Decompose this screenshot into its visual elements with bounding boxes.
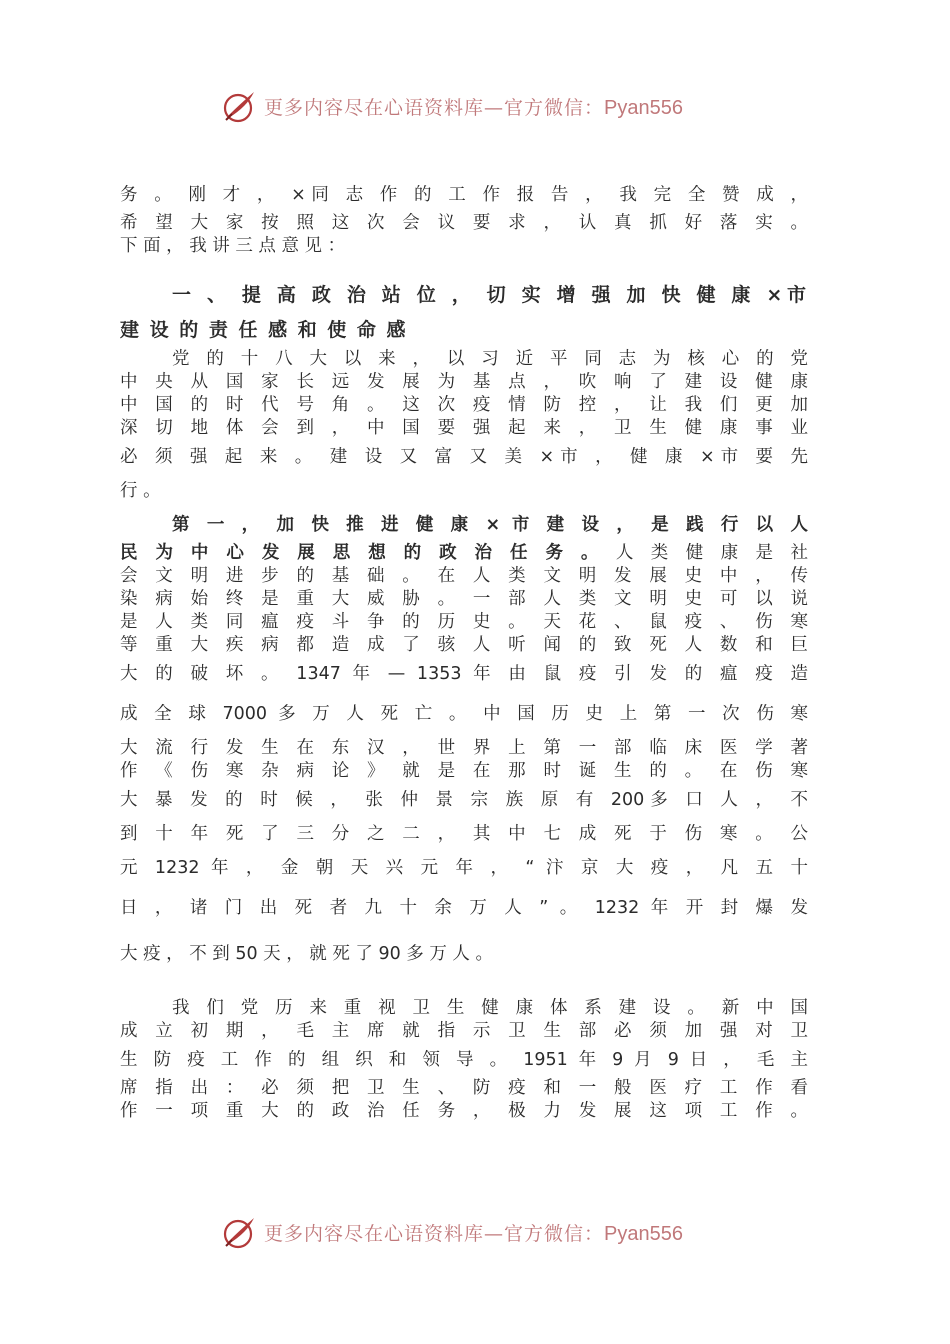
text-line: 会 文 明 进 步 的 基 础 。 在 人 类 文 明 发 展 史 中 ， 传 — [120, 566, 808, 586]
bold-text-line: 第 一 ， 加 快 推 进 健 康 × 市 建 设 ， 是 践 行 以 人 — [172, 515, 808, 535]
text-line: 大 疫 ， 不 到 50 天 ， 就 死 了 90 多 万 人 。 — [120, 944, 493, 964]
text-line: 席 指 出 ： 必 须 把 卫 生 、 防 疫 和 一 般 医 疗 工 作 看 — [120, 1078, 808, 1098]
text-line: 中 央 从 国 家 长 远 发 展 为 基 点 ， 吹 响 了 建 设 健 康 — [120, 372, 808, 392]
text-line: 行 。 — [120, 481, 161, 501]
text-line: 希 望 大 家 按 照 这 次 会 议 要 求 ， 认 真 抓 好 落 实 。 — [120, 213, 808, 233]
text-line: 大 流 行 发 生 在 东 汉 ， 世 界 上 第 一 部 临 床 医 学 著 — [120, 738, 808, 758]
text-line: 等 重 大 疾 病 都 造 成 了 骇 人 听 闻 的 致 死 人 数 和 巨 — [120, 635, 808, 655]
text-line: 中 国 的 时 代 号 角 。 这 次 疫 情 防 控 ， 让 我 们 更 加 — [120, 395, 808, 415]
text-line: 必 须 强 起 来 。 建 设 又 富 又 美 ×市 ， 健 康 ×市 要 先 — [120, 447, 808, 467]
footer-watermark-banner — [220, 1210, 740, 1254]
text-line: 元 1232 年 ， 金 朝 天 兴 元 年 ， “ 汴 京 大 疫 ， 凡 五 十 — [120, 858, 808, 878]
heading-line: 一 、 提 高 政 治 站 位 ， 切 实 增 强 加 快 健 康 ×市 — [172, 284, 808, 306]
watermark-text: 更多内容尽在心语资料库—官方微信：Pyan556 — [264, 96, 683, 119]
bold-lead-text: 民 为 中 心 发 展 思 想 的 政 治 任 务 。 — [120, 543, 605, 563]
text-line: 成 立 初 期 ， 毛 主 席 就 指 示 卫 生 部 必 须 加 强 对 卫 — [120, 1021, 808, 1041]
watermark-text: 更多内容尽在心语资料库—官方微信：Pyan556 — [264, 1222, 683, 1245]
heading-line: 建 设 的 责 任 感 和 使 命 感 — [120, 319, 408, 341]
text-line: 我 们 党 历 来 重 视 卫 生 健 康 体 系 建 设 。 新 中 国 — [172, 998, 808, 1018]
text-line: 下 面 ， 我 讲 三 点 意 见 ： — [120, 236, 346, 256]
text-line: 大 暴 发 的 时 候 ， 张 仲 景 宗 族 原 有 200多 口 人 ， 不 — [120, 790, 808, 810]
quill-logo-icon — [220, 1212, 260, 1252]
section-heading-1 — [120, 278, 808, 348]
text-line: 作 《 伤 寒 杂 病 论 》 就 是 在 那 时 诞 生 的 。 在 伤 寒 — [120, 761, 808, 781]
mixed-text-line — [120, 542, 808, 565]
paragraph-intro — [120, 178, 808, 258]
paragraph-first-point — [120, 508, 808, 977]
quill-logo-icon — [220, 86, 260, 126]
text-segment: 人 类 健 康 是 社 — [604, 543, 808, 563]
document-body — [120, 178, 808, 1123]
text-line: 到 十 年 死 了 三 分 之 二 ， 其 中 七 成 死 于 伤 寒 。 公 — [120, 824, 808, 844]
text-line: 深 切 地 体 会 到 ， 中 国 要 强 起 来 ， 卫 生 健 康 事 业 — [120, 418, 808, 438]
paragraph-party-center — [120, 348, 808, 508]
text-line: 党 的 十 八 大 以 来 ， 以 习 近 平 同 志 为 核 心 的 党 — [172, 349, 808, 369]
text-line: 是 人 类 同 瘟 疫 斗 争 的 历 史 。 天 花 、 鼠 疫 、 伤 寒 — [120, 612, 808, 632]
text-line: 务 。 刚 才 ， ×同 志 作 的 工 作 报 告 ， 我 完 全 赞 成 ， — [120, 185, 808, 205]
text-line: 日 ， 诸 门 出 死 者 九 十 余 万 人 ” 。 1232 年 开 封 爆 发 — [120, 898, 808, 918]
text-line: 生 防 疫 工 作 的 组 织 和 领 导 。 1951 年 9 月 9 日 ， 毛 主 — [120, 1050, 808, 1070]
text-line: 染 病 始 终 是 重 大 威 胁 。 一 部 人 类 文 明 史 可 以 说 — [120, 589, 808, 609]
text-line: 大 的 破 坏 。 1347 年 — 1353 年 由 鼠 疫 引 发 的 瘟 疫 造 — [120, 664, 808, 684]
header-watermark-banner — [220, 84, 740, 128]
text-line: 成 全 球 7000 多 万 人 死 亡 。 中 国 历 史 上 第 一 次 伤 寒 — [120, 704, 808, 724]
paragraph-party-history — [120, 997, 808, 1123]
text-line: 作 一 项 重 大 的 政 治 任 务 ， 极 力 发 展 这 项 工 作 。 — [120, 1101, 808, 1121]
